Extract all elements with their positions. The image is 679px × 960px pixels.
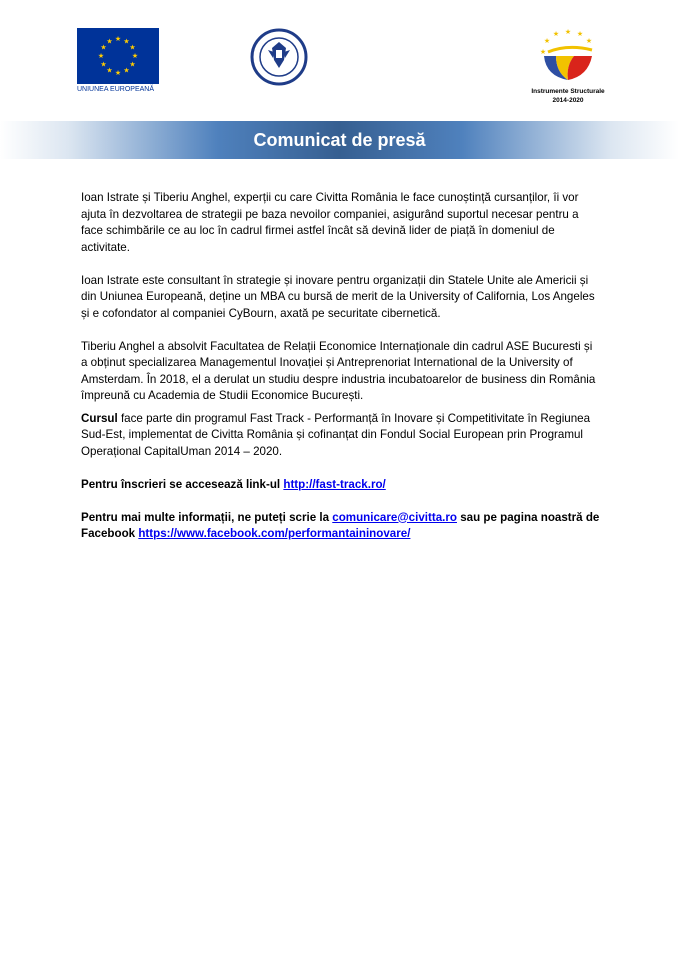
svg-text:★: ★ (539, 49, 547, 56)
paragraph-tiberiu-anghel: Tiberiu Anghel a absolvit Facultatea de Relații Economice Internaționale din cadrul ASE Bucuresti și a obținut specializarea Managementul Inovației și Antreprenoriat International de la University of Amsterdam. În 2018, el a derulat un studiu despre industria incubatoarelor de business din România împreună cu Academia de Studii Economice București. (81, 339, 596, 402)
svg-text:★: ★ (123, 38, 130, 46)
contact-text-1: Pentru mai multe informații, ne puteți scrie la (81, 510, 333, 524)
paragraph-contact (81, 510, 601, 543)
svg-text:★: ★ (552, 31, 560, 38)
svg-text:★: ★ (100, 44, 107, 52)
banner-title: Comunicat de presă (253, 130, 426, 150)
header-logos (0, 0, 679, 120)
svg-text:★: ★ (576, 31, 584, 38)
press-release-banner (0, 121, 679, 159)
svg-text:★: ★ (106, 38, 113, 46)
structural-instruments-title: Instrumente Structurale (531, 88, 605, 95)
svg-text:★: ★ (129, 61, 136, 69)
svg-text:★: ★ (97, 53, 105, 60)
svg-text:★: ★ (123, 67, 130, 75)
svg-text:★: ★ (100, 61, 107, 69)
svg-text:★: ★ (585, 38, 593, 45)
registration-link[interactable]: http://fast-track.ro/ (283, 477, 386, 491)
svg-text:★: ★ (543, 38, 551, 45)
paragraph-experts: Ioan Istrate și Tiberiu Anghel, experții cu care Civitta România le face cunoștință cursanților, îi vor ajuta în dezvoltarea de strategii pe baza nevoilor companiei, asigurând suportul necesar pentru a face schimbările ce au loc în cadrul firmei astfel încât să devină lider de piață în domeniul de activitate. (81, 191, 579, 254)
registration-text: Pentru înscrieri se accesează link-ul (81, 477, 284, 491)
contact-text-2: sau pe pagina noastră de Facebook (81, 510, 600, 540)
paragraph-ioan-istrate: Ioan Istrate este consultant în strategie și inovare pentru organizații din Statele Unite ale Americii și din Uniunea Europeană, deține un MBA cu bursă de merit de la University of California, Los Angeles și e cofondator al companiei CyBourn, axată pe securitate cibernetică. (81, 273, 595, 320)
paragraph-course (81, 411, 601, 461)
svg-text:★: ★ (131, 53, 139, 60)
contact-email-link[interactable]: comunicare@civitta.ro (332, 510, 457, 524)
svg-text:★: ★ (114, 70, 122, 77)
eu-flag-logo (77, 28, 159, 84)
structural-instruments-years: 2014-2020 (552, 97, 584, 104)
svg-text:★: ★ (106, 67, 113, 75)
eu-label: UNIUNEA EUROPEANĂ (77, 86, 155, 93)
press-release-body (81, 190, 601, 543)
paragraph-registration (81, 477, 601, 494)
course-label: Cursul (81, 411, 118, 425)
svg-text:★: ★ (129, 44, 136, 52)
facebook-link[interactable]: https://www.facebook.com/performantaininovare/ (138, 527, 411, 540)
svg-text:★: ★ (564, 29, 572, 36)
course-description: face parte din programul Fast Track - Performanță în Inovare și Competitivitate în Regiunea Sud-Est, implementat de Civitta România și cofinanțat din Fondul Social European prin Programul Operațional CapitalUman 2014 – 2020. (81, 411, 591, 458)
romanian-government-seal (250, 28, 308, 86)
svg-text:★: ★ (114, 36, 122, 43)
